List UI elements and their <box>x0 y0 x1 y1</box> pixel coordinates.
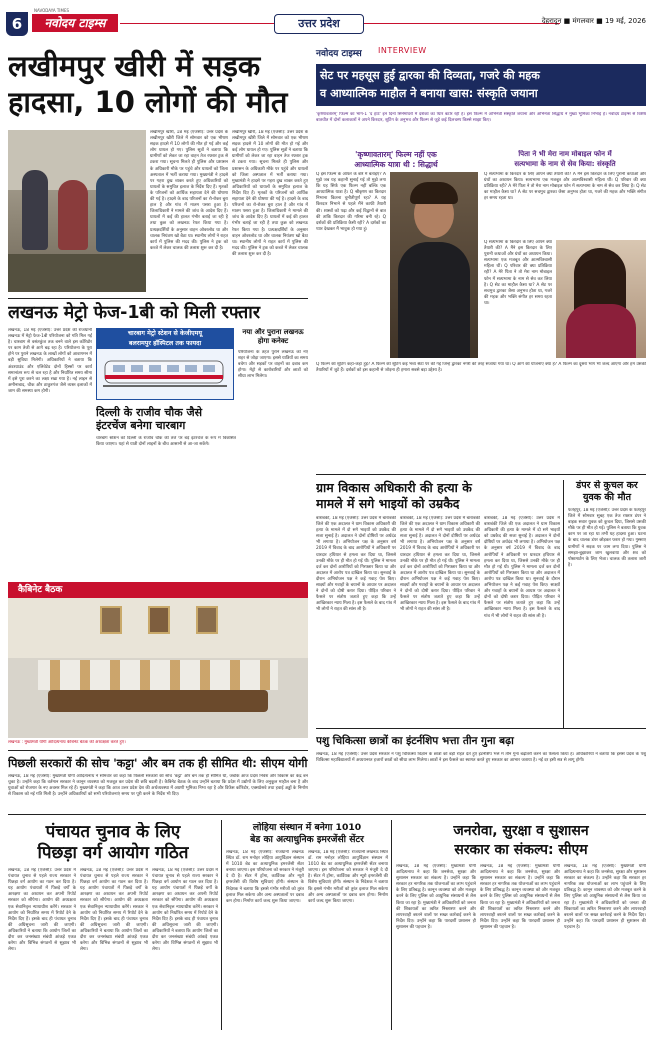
metro-side-title: नया और पुराना लखनऊ होगा कनेक्ट <box>242 328 304 345</box>
janrava-headline-line-1: जनरोवा, सुरक्षा व सुशासन <box>453 823 589 839</box>
lead-photo-person-3 <box>96 174 124 252</box>
gram-body-col3: बाराबंकी, 18 मई (एजेंसी): उत्तर प्रदेश में बाराबंकी जिले की एक अदालत ने ग्राम विकास अधिकारी की हत्या के मामले में दो सगे भाइयों को उम्रकैद की सजा सुनाई है। अदालत ने दोनों दोषियों पर अर्थदंड भी लगाया है। अभियोजन पक्ष के अनुसार वर्ष 2019 में विवाद के बाद आरोपियों ने अधिकारी पर धारदार हथियार से हमला कर दिया था, जिससे उनकी मौके पर ही मौत हो गई थी। पुलिस ने मामला दर्ज कर दोनों आरोपियों को गिरफ्तार किया था और अदालत में आरोप पत्र दाखिल किया था। सुनवाई के दौरान अभियोजन पक्ष ने कई गवाह पेश किए। साक्ष्यों और गवाहों के बयानों के आधार पर अदालत ने दोनों को दोषी करार दिया। पीड़ित परिवार ने फैसले पर संतोष जताते हुए कहा कि उन्हें आखिरकार न्याय मिला है। इस फैसले के बाद गांव में भी लोगों ने राहत की सांस ली है। <box>484 516 560 619</box>
divider <box>316 728 646 729</box>
janrava-body-col2: लखनऊ, 18 मई (एजेंसी): मुख्यमंत्री योगी आदित्यनाथ ने कहा कि जनसेवा, सुरक्षा और सुशासन सरकार का संकल्प है। उन्होंने कहा कि सरकार हर नागरिक तक योजनाओं का लाभ पहुंचाने के लिए प्रतिबद्ध है। कानून व्यवस्था को और मजबूत करने के लिए पुलिस को आधुनिक संसाधनों से लैस किया जा रहा है। मुख्यमंत्री ने अधिकारियों को जनता की शिकायतों का त्वरित निस्तारण करने और लापरवाही बरतने वालों पर सख्त कार्रवाई करने के निर्देश दिए। उन्होंने कहा कि पारदर्शी प्रशासन ही सुशासन की पहचान है। <box>480 864 560 930</box>
interview-word: INTERVIEW <box>378 46 427 55</box>
dateline: देहरादून ■ मंगलवार ■ 19 मई, 2026 <box>541 17 646 25</box>
cabinet-label: कैबिनेट बैठक <box>8 582 308 598</box>
registration-marks-bottom <box>0 1034 650 1043</box>
janrava-headline <box>396 822 646 860</box>
lohia-headline-line-1: लोहिया संस्थान में बनेगा 1010 <box>252 822 362 833</box>
section-label: उत्तर प्रदेश <box>274 14 364 34</box>
metro-side-body: परियोजना के तहत पुराने लखनऊ को नए शहर से जोड़ा जाएगा। इससे यात्रियों का समय बचेगा और सड़कों पर वाहनों का दबाव कम होगा। मेट्रो से कारोबारियों और छात्रों को सीधा लाभ मिलेगा। <box>238 350 308 380</box>
page-number-badge: 6 <box>6 12 28 36</box>
cabinet-portrait-2 <box>148 606 170 634</box>
interview-headline <box>316 64 646 106</box>
divider <box>563 480 564 728</box>
panchayat-headline-line-2: पिछड़ा वर्ग आयोग गठित <box>37 843 189 863</box>
lead-photo-ground <box>8 254 146 292</box>
divider <box>316 474 646 475</box>
pashu-headline: पशु चिकित्सा छात्रों का इंटर्नशिप भत्ता तीन गुना बढ़ा <box>316 735 514 747</box>
lead-headline-line-1: लखीमपुर खीरी में सड़क <box>8 49 261 83</box>
lohia-headline-line-2: बेड का अत्याधुनिक इमरजेंसी सेंटर <box>250 834 364 845</box>
interview-right-body: Q सत्यभामा के किरदार के लिए आपने क्या तैयारी की? A मैंने इस किरदार के लिए पुरानी कथाओं और ग्रंथों का अध्ययन किया। सत्यभामा एक मजबूत और आत्मविश्वासी महिला थीं। Q परिवार की क्या प्रतिक्रिया रही? A मेरे पिता ने तो मेरा नाम मोबाइल फोन में सत्यभामा के नाम से सेव कर लिया है। Q सेट का माहौल कैसा था? A सेट पर सचमुच द्वारका जैसा अनुभव होता था, गजरे की महक और भक्ति संगीत हर समय रहता था। <box>484 172 646 202</box>
metro-delhi-body: चारबाग स्टेशन को दिल्ली के राजीव चौक की तर्ज पर बड़े इंटरचेंज के रूप में विकसित किया जाएगा। यहां से यात्री दोनों लाइनों के बीच आसानी से आ-जा सकेंगे। <box>96 436 236 448</box>
interview-left-heading-line-2: आध्यात्मिक यात्रा थी : सिद्धार्थ <box>354 159 438 169</box>
interview-brand: नवोदय टाइम्स <box>316 49 362 59</box>
janrava-body-col3: लखनऊ, 18 मई (एजेंसी): मुख्यमंत्री योगी आदित्यनाथ ने कहा कि जनसेवा, सुरक्षा और सुशासन सरकार का संकल्प है। उन्होंने कहा कि सरकार हर नागरिक तक योजनाओं का लाभ पहुंचाने के लिए प्रतिबद्ध है। कानून व्यवस्था को और मजबूत करने के लिए पुलिस को आधुनिक संसाधनों से लैस किया जा रहा है। मुख्यमंत्री ने अधिकारियों को जनता की शिकायतों का त्वरित निस्तारण करने और लापरवाही बरतने वालों पर सख्त कार्रवाई करने के निर्देश दिए। उन्होंने कहा कि पारदर्शी प्रशासन ही सुशासन की पहचान है। <box>564 864 646 930</box>
panchayat-headline <box>8 822 218 864</box>
metro-side-box <box>238 328 308 448</box>
interview-left-heading-line-1: 'कृष्णावतारम्' फिल्म नहीं एक <box>355 150 437 159</box>
actor-body <box>398 242 470 358</box>
lead-headline-line-2: हादसा, 10 लोगों की मौत <box>8 85 288 119</box>
lead-photo-person-2 <box>58 180 88 250</box>
cabinet-attendees <box>38 660 278 690</box>
dumper-body: फतेहपुर, 18 मई (एजेंसी): उत्तर प्रदेश के फतेहपुर जिले में सोमवार सुबह एक तेज रफ्तार डंपर ने बाइक सवार युवक को कुचल दिया, जिससे उसकी मौके पर ही मौत हो गई। पुलिस ने बताया कि युवक काम पर जा रहा था तभी यह हादसा हुआ। घटना के बाद चालक डंपर छोड़कर फरार हो गया। गुस्साए ग्रामीणों ने सड़क पर जाम लगा दिया। पुलिस ने समझा-बुझाकर जाम खुलवाया और शव को पोस्टमार्टम के लिए भेजा। चालक की तलाश जारी है। <box>568 508 646 568</box>
metro-train-illustration <box>103 355 227 393</box>
actress-body <box>566 304 636 358</box>
metro-delhi-headline-line-2: इंटरचेंज बनेगा चारबाग <box>96 419 186 432</box>
interview-right-heading <box>484 150 646 169</box>
lead-body-col2: लखीमपुर खीरी, 18 मई (एजेंसी): उत्तर प्रदेश के लखीमपुर खीरी जिले में सोमवार को एक भीषण सड़क हादसे में 10 लोगों की मौत हो गई और कई लोग घायल हो गए। पुलिस सूत्रों ने बताया कि ग्रामीणों को लेकर जा रहा वाहन तेज रफ्तार ट्रक से टकरा गया। सूचना मिलते ही पुलिस और प्रशासन के अधिकारी मौके पर पहुंचे और घायलों को जिला अस्पताल में भर्ती कराया गया। मुख्यमंत्री ने हादसे पर गहरा दुख व्यक्त करते हुए अधिकारियों को घायलों के समुचित इलाज के निर्देश दिए हैं। मृतकों के परिजनों को आर्थिक सहायता देने की घोषणा की गई है। हादसे के बाद परिजनों का रो-रोकर बुरा हाल है और गांव में मातम पसरा हुआ है। जिलाधिकारी ने मामले की जांच के आदेश दिए हैं। घायलों में कई की हालत गंभीर बताई जा रही है तथा कुछ को लखनऊ रेफर किया गया है। प्रत्यक्षदर्शियों के अनुसार वाहन ओवरलोड था और चालक नियंत्रण खो बैठा था। स्थानीय लोगों ने राहत कार्य में पुलिस की मदद की। पुलिस ने ट्रक को कब्जे में लेकर चालक की तलाश शुरू कर दी है। <box>232 130 308 257</box>
interview-headline-line-1: सेट पर महसूस हुई द्वारका की दिव्यता, गजरे की महक <box>320 69 540 82</box>
interview-actor-photo <box>390 172 478 358</box>
metro-delhi-headline <box>96 406 236 432</box>
lohia-headline <box>226 822 388 846</box>
dumper-headline <box>568 480 646 504</box>
metro-inset-title-line-2: बलरामपुर हॉस्पिटल तक फायदा <box>128 340 202 347</box>
divider <box>8 814 646 815</box>
cabinet-table <box>48 690 268 712</box>
interview-left-body: Q इस फिल्म के ऑफर के बारे में बताइए? A मुझे जब यह कहानी सुनाई गई तो मुझे लगा कि यह सिर्फ एक फिल्म नहीं बल्कि एक आध्यात्मिक यात्रा है। Q श्रीकृष्ण का किरदार निभाना कितना चुनौतीपूर्ण रहा? A यह किरदार निभाने से पहले मैंने काफी तैयारी की। शास्त्रों को पढ़ा और कई विद्वानों से बात की ताकि किरदार की गरिमा बनी रहे। Q दर्शकों की प्रतिक्रिया कैसी रही? A दर्शकों का प्यार देखकर मैं भावुक हो गया हूं। <box>316 172 386 232</box>
masthead <box>0 0 650 40</box>
gram-body-col1: बाराबंकी, 18 मई (एजेंसी): उत्तर प्रदेश में बाराबंकी जिले की एक अदालत ने ग्राम विकास अधिकारी की हत्या के मामले में दो सगे भाइयों को उम्रकैद की सजा सुनाई है। अदालत ने दोनों दोषियों पर अर्थदंड भी लगाया है। अभियोजन पक्ष के अनुसार वर्ष 2019 में विवाद के बाद आरोपियों ने अधिकारी पर धारदार हथियार से हमला कर दिया था, जिससे उनकी मौके पर ही मौत हो गई थी। पुलिस ने मामला दर्ज कर दोनों आरोपियों को गिरफ्तार किया था और अदालत में आरोप पत्र दाखिल किया था। सुनवाई के दौरान अभियोजन पक्ष ने कई गवाह पेश किए। साक्ष्यों और गवाहों के बयानों के आधार पर अदालत ने दोनों को दोषी करार दिया। पीड़ित परिवार ने फैसले पर संतोष जताते हुए कहा कि उन्हें आखिरकार न्याय मिला है। इस फैसले के बाद गांव में भी लोगों ने राहत की सांस ली है। <box>316 516 396 613</box>
gram-headline <box>316 480 566 512</box>
divider <box>221 820 222 1030</box>
metro-inset-box <box>96 328 234 400</box>
divider <box>8 298 308 299</box>
lead-photo <box>8 130 146 292</box>
gram-body-col2: बाराबंकी, 18 मई (एजेंसी): उत्तर प्रदेश में बाराबंकी जिले की एक अदालत ने ग्राम विकास अधिकारी की हत्या के मामले में दो सगे भाइयों को उम्रकैद की सजा सुनाई है। अदालत ने दोनों दोषियों पर अर्थदंड भी लगाया है। अभियोजन पक्ष के अनुसार वर्ष 2019 में विवाद के बाद आरोपियों ने अधिकारी पर धारदार हथियार से हमला कर दिया था, जिससे उनकी मौके पर ही मौत हो गई थी। पुलिस ने मामला दर्ज कर दोनों आरोपियों को गिरफ्तार किया था और अदालत में आरोप पत्र दाखिल किया था। सुनवाई के दौरान अभियोजन पक्ष ने कई गवाह पेश किए। साक्ष्यों और गवाहों के बयानों के आधार पर अदालत ने दोनों को दोषी करार दिया। पीड़ित परिवार ने फैसले पर संतोष जताते हुए कहा कि उन्हें आखिरकार न्याय मिला है। इस फैसले के बाद गांव में भी लोगों ने राहत की सांस ली है। <box>400 516 480 613</box>
divider <box>8 750 308 751</box>
metro-body: लखनऊ, 18 मई (एजेंसी): उत्तर प्रदेश की राजधानी लखनऊ में मेट्रो फेज-1बी परियोजना को गति मिल गई है। चारबाग से वसंतकुंज तक बनने वाले इस कॉरिडोर पर काम तेजी से आगे बढ़ रहा है। परियोजना के पूरा होने पर पुराने लखनऊ के लाखों लोगों को आवागमन में बड़ी सुविधा मिलेगी। अधिकारियों ने बताया कि अंडरग्राउंड और एलिवेटेड दोनों हिस्सों पर कार्य समानांतर रूप से चल रहा है और निर्धारित समय सीमा में इसे पूरा करने का लक्ष्य रखा गया है। नई लाइन से अमीनाबाद, चौक और ठाकुरगंज जैसे व्यस्त इलाकों में जाम की समस्या कम होगी। <box>8 328 92 394</box>
cabinet-portrait-3 <box>196 606 218 634</box>
cabinet-caption: लखनऊ : मुख्यमंत्री योगी आदित्यनाथ कैबिनेट बैठक की अध्यक्षता करते हुए। <box>8 740 126 745</box>
interview-intro: 'कृष्णावतारम्' फिल्म का भाग-1 'द हार्ट' इन दिनों सिनेमाघरों में दर्शकों का प्यार बटोर रही है। इस फिल्म में अभिनेत्री संस्कृति जयाना और अभिनेता सिद्धार्थ ने मुख्य भूमिका निभाई है। नवोदय टाइम्स से विशेष बातचीत में दोनों कलाकारों ने अपने किरदार, शूटिंग के अनुभव और फिल्म से जुड़े कई दिलचस्प किस्से साझा किए। <box>316 112 646 124</box>
lohia-body-col2: लखनऊ, 18 मई (एजेंसी): राजधानी लखनऊ स्थित डॉ. राम मनोहर लोहिया आयुर्विज्ञान संस्थान में 1010 बेड का अत्याधुनिक इमरजेंसी सेंटर बनाया जाएगा। इस परियोजना को सरकार ने मंजूरी दे दी है। सेंटर में ट्रॉमा, कार्डियक और न्यूरो इमरजेंसी की विशेष सुविधाएं होंगी। संस्थान के निदेशक ने बताया कि इससे गंभीर मरीजों को तुरंत इलाज मिल सकेगा और अन्य अस्पतालों पर दबाव कम होगा। निर्माण कार्य जल्द शुरू किया जाएगा। <box>308 850 388 904</box>
gram-headline-line-1: ग्राम विकास अधिकारी की हत्या के <box>316 480 472 495</box>
interview-headline-line-2: व आध्यात्मिक माहौल ने बनाया खास: संस्कृति जयाना <box>320 87 538 100</box>
brand-logo: नवोदय टाइम्स <box>32 14 118 32</box>
panchayat-headline-line-1: पंचायत चुनाव के लिए <box>45 822 181 842</box>
dumper-headline-line-2: युवक की मौत <box>582 492 632 503</box>
divider <box>391 820 392 1030</box>
cabinet-body: लखनऊ, 18 मई (एजेंसी): मुख्यमंत्री योगी आदित्यनाथ ने सोमवार को कहा कि पिछली सरकारों की सोच 'कट्टा' और बम तक ही सीमित थी, जबकि आज प्रदेश निवेश और विकास का केंद्र बन चुका है। उन्होंने कहा कि वर्तमान सरकार ने कानून व्यवस्था को मजबूत कर प्रदेश की छवि बदली है। कैबिनेट बैठक के बाद उन्होंने बताया कि प्रदेश में उद्योगों के लिए अनुकूल माहौल बना है और युवाओं को रोजगार के नए अवसर मिल रहे हैं। मुख्यमंत्री ने कहा कि आज उत्तर प्रदेश देश की अर्थव्यवस्था में अग्रणी भूमिका निभा रहा है और डिफेंस कॉरिडोर, एक्सप्रेसवे तथा हवाई अड्डों के निर्माण से विकास को नई गति मिली है। उन्होंने अधिकारियों को सभी परियोजनाएं समय पर पूरी करने के निर्देश भी दिए। <box>8 774 308 798</box>
janrava-body-col1: लखनऊ, 18 मई (एजेंसी): मुख्यमंत्री योगी आदित्यनाथ ने कहा कि जनसेवा, सुरक्षा और सुशासन सरकार का संकल्प है। उन्होंने कहा कि सरकार हर नागरिक तक योजनाओं का लाभ पहुंचाने के लिए प्रतिबद्ध है। कानून व्यवस्था को और मजबूत करने के लिए पुलिस को आधुनिक संसाधनों से लैस किया जा रहा है। मुख्यमंत्री ने अधिकारियों को जनता की शिकायतों का त्वरित निस्तारण करने और लापरवाही बरतने वालों पर सख्त कार्रवाई करने के निर्देश दिए। उन्होंने कहा कि पारदर्शी प्रशासन ही सुशासन की पहचान है। <box>396 864 476 930</box>
lohia-body-col1: लखनऊ, 18 मई (एजेंसी): राजधानी लखनऊ स्थित डॉ. राम मनोहर लोहिया आयुर्विज्ञान संस्थान में 1010 बेड का अत्याधुनिक इमरजेंसी सेंटर बनाया जाएगा। इस परियोजना को सरकार ने मंजूरी दे दी है। सेंटर में ट्रॉमा, कार्डियक और न्यूरो इमरजेंसी की विशेष सुविधाएं होंगी। संस्थान के निदेशक ने बताया कि इससे गंभीर मरीजों को तुरंत इलाज मिल सकेगा और अन्य अस्पतालों पर दबाव कम होगा। निर्माण कार्य जल्द शुरू किया जाएगा। <box>226 850 304 904</box>
metro-delhi-headline-line-1: दिल्ली के राजीव चौक जैसे <box>96 406 203 419</box>
pashu-body: लखनऊ, 18 मई (एजेंसी): उत्तर प्रदेश सरकार ने पशु चिकित्सा विज्ञान के छात्रों को बड़ी राहत देते हुए इंटर्नशिप भत्ते में तीन गुना बढ़ोतरी करने का फैसला किया है। अधिकारियों ने बताया कि इससे प्रदेश के पशु चिकित्सा महाविद्यालयों में अध्ययनरत हजारों छात्रों को सीधा लाभ मिलेगा। छात्रों ने इस फैसले का स्वागत करते हुए सरकार का आभार जताया है। नई दर इसी सत्र से लागू होगी। <box>316 752 646 764</box>
interview-right-heading-line-2: सत्यभामा के नाम से सेव किया: संस्कृति <box>514 159 616 168</box>
janrava-headline-line-2: सरकार का संकल्प: सीएम <box>454 842 588 858</box>
metro-inset-title-line-1: चारबाग मेट्रो स्टेशन से केजीएमयू <box>127 330 202 337</box>
interview-actress-photo <box>556 240 646 358</box>
interview-right-heading-line-1: पिता ने भी मेरा नाम मोबाइल फोन में <box>518 150 612 158</box>
cabinet-portrait-1 <box>100 606 122 634</box>
panchayat-body-col3: लखनऊ, 18 मई (एजेंसी): उत्तर प्रदेश में पंचायत चुनाव से पहले राज्य सरकार ने पिछड़ा वर्ग आयोग का गठन कर दिया है। यह आयोग पंचायतों में पिछड़े वर्गों के आरक्षण का अध्ययन कर अपनी रिपोर्ट सरकार को सौंपेगा। आयोग की अध्यक्षता एक सेवानिवृत्त न्यायाधीश करेंगे। सरकार ने आयोग को निर्धारित समय में रिपोर्ट देने के निर्देश दिए हैं। इसके बाद ही पंचायत चुनाव की अधिसूचना जारी की जाएगी। अधिकारियों ने बताया कि आयोग जिलों का दौरा कर जनसंख्या संबंधी आंकड़े एकत्र करेगा और विभिन्न संगठनों से सुझाव भी लेगा। <box>152 868 218 953</box>
dumper-headline-line-1: डंपर से कुचल कर <box>576 480 638 491</box>
metro-inset-title <box>97 329 233 349</box>
panchayat-body-col2: लखनऊ, 18 मई (एजेंसी): उत्तर प्रदेश में पंचायत चुनाव से पहले राज्य सरकार ने पिछड़ा वर्ग आयोग का गठन कर दिया है। यह आयोग पंचायतों में पिछड़े वर्गों के आरक्षण का अध्ययन कर अपनी रिपोर्ट सरकार को सौंपेगा। आयोग की अध्यक्षता एक सेवानिवृत्त न्यायाधीश करेंगे। सरकार ने आयोग को निर्धारित समय में रिपोर्ट देने के निर्देश दिए हैं। इसके बाद ही पंचायत चुनाव की अधिसूचना जारी की जाएगी। अधिकारियों ने बताया कि आयोग जिलों का दौरा कर जनसंख्या संबंधी आंकड़े एकत्र करेगा और विभिन्न संगठनों से सुझाव भी लेगा। <box>80 868 148 953</box>
interview-right-body-cont: Q सत्यभामा के किरदार के लिए आपने क्या तैयारी की? A मैंने इस किरदार के लिए पुरानी कथाओं और ग्रंथों का अध्ययन किया। सत्यभामा एक मजबूत और आत्मविश्वासी महिला थीं। Q परिवार की क्या प्रतिक्रिया रही? A मेरे पिता ने तो मेरा नाम मोबाइल फोन में सत्यभामा के नाम से सेव कर लिया है। Q सेट का माहौल कैसा था? A सेट पर सचमुच द्वारका जैसा अनुभव होता था, गजरे की महक और भक्ति संगीत हर समय रहता था। <box>484 240 552 306</box>
lead-body-col1: लखीमपुर खीरी, 18 मई (एजेंसी): उत्तर प्रदेश के लखीमपुर खीरी जिले में सोमवार को एक भीषण सड़क हादसे में 10 लोगों की मौत हो गई और कई लोग घायल हो गए। पुलिस सूत्रों ने बताया कि ग्रामीणों को लेकर जा रहा वाहन तेज रफ्तार ट्रक से टकरा गया। सूचना मिलते ही पुलिस और प्रशासन के अधिकारी मौके पर पहुंचे और घायलों को जिला अस्पताल में भर्ती कराया गया। मुख्यमंत्री ने हादसे पर गहरा दुख व्यक्त करते हुए अधिकारियों को घायलों के समुचित इलाज के निर्देश दिए हैं। मृतकों के परिजनों को आर्थिक सहायता देने की घोषणा की गई है। हादसे के बाद परिजनों का रो-रोकर बुरा हाल है और गांव में मातम पसरा हुआ है। जिलाधिकारी ने मामले की जांच के आदेश दिए हैं। घायलों में कई की हालत गंभीर बताई जा रही है तथा कुछ को लखनऊ रेफर किया गया है। प्रत्यक्षदर्शियों के अनुसार वाहन ओवरलोड था और चालक नियंत्रण खो बैठा था। स्थानीय लोगों ने राहत कार्य में पुलिस की मदद की। पुलिस ने ट्रक को कब्जे में लेकर चालक की तलाश शुरू कर दी है। <box>150 130 228 251</box>
interview-label <box>316 44 646 60</box>
metro-train-svg <box>103 355 227 393</box>
actor-hair <box>410 182 458 204</box>
lead-headline <box>8 48 308 120</box>
panchayat-body-col1: लखनऊ, 18 मई (एजेंसी): उत्तर प्रदेश में पंचायत चुनाव से पहले राज्य सरकार ने पिछड़ा वर्ग आयोग का गठन कर दिया है। यह आयोग पंचायतों में पिछड़े वर्गों के आरक्षण का अध्ययन कर अपनी रिपोर्ट सरकार को सौंपेगा। आयोग की अध्यक्षता एक सेवानिवृत्त न्यायाधीश करेंगे। सरकार ने आयोग को निर्धारित समय में रिपोर्ट देने के निर्देश दिए हैं। इसके बाद ही पंचायत चुनाव की अधिसूचना जारी की जाएगी। अधिकारियों ने बताया कि आयोग जिलों का दौरा कर जनसंख्या संबंधी आंकड़े एकत्र करेगा और विभिन्न संगठनों से सुझाव भी लेगा। <box>8 868 76 953</box>
interview-bottom-body: Q फिल्म की शूटिंग कहां-कहां हुई? A फिल्म की शूटिंग कई भव्य सेटों पर की गई जिन्हें द्वारका नगरी की तरह सजाया गया था। Q आगे की योजनाएं क्या हैं? A फिल्म का दूसरा भाग भी जल्द आएगा और हम उसकी तैयारियों में जुटे हैं। दर्शकों को इस कहानी से जोड़ना ही हमारा सबसे बड़ा उद्देश्य है। <box>316 362 646 374</box>
interview-left-heading <box>316 150 476 169</box>
cabinet-headline: पिछली सरकारों की सोच 'कट्टा' और बम तक ही सीमित थी: सीएम योगी <box>8 756 308 770</box>
gram-headline-line-2: मामले में सगे भाइयों को उम्रकैद <box>316 496 460 511</box>
cabinet-photo <box>8 598 308 738</box>
lead-photo-person-1 <box>22 170 48 250</box>
metro-headline: लखनऊ मेट्रो फेज-1बी को मिली रफ्तार <box>8 303 260 323</box>
brand-small: NAVODAYA TIMES <box>34 8 70 13</box>
